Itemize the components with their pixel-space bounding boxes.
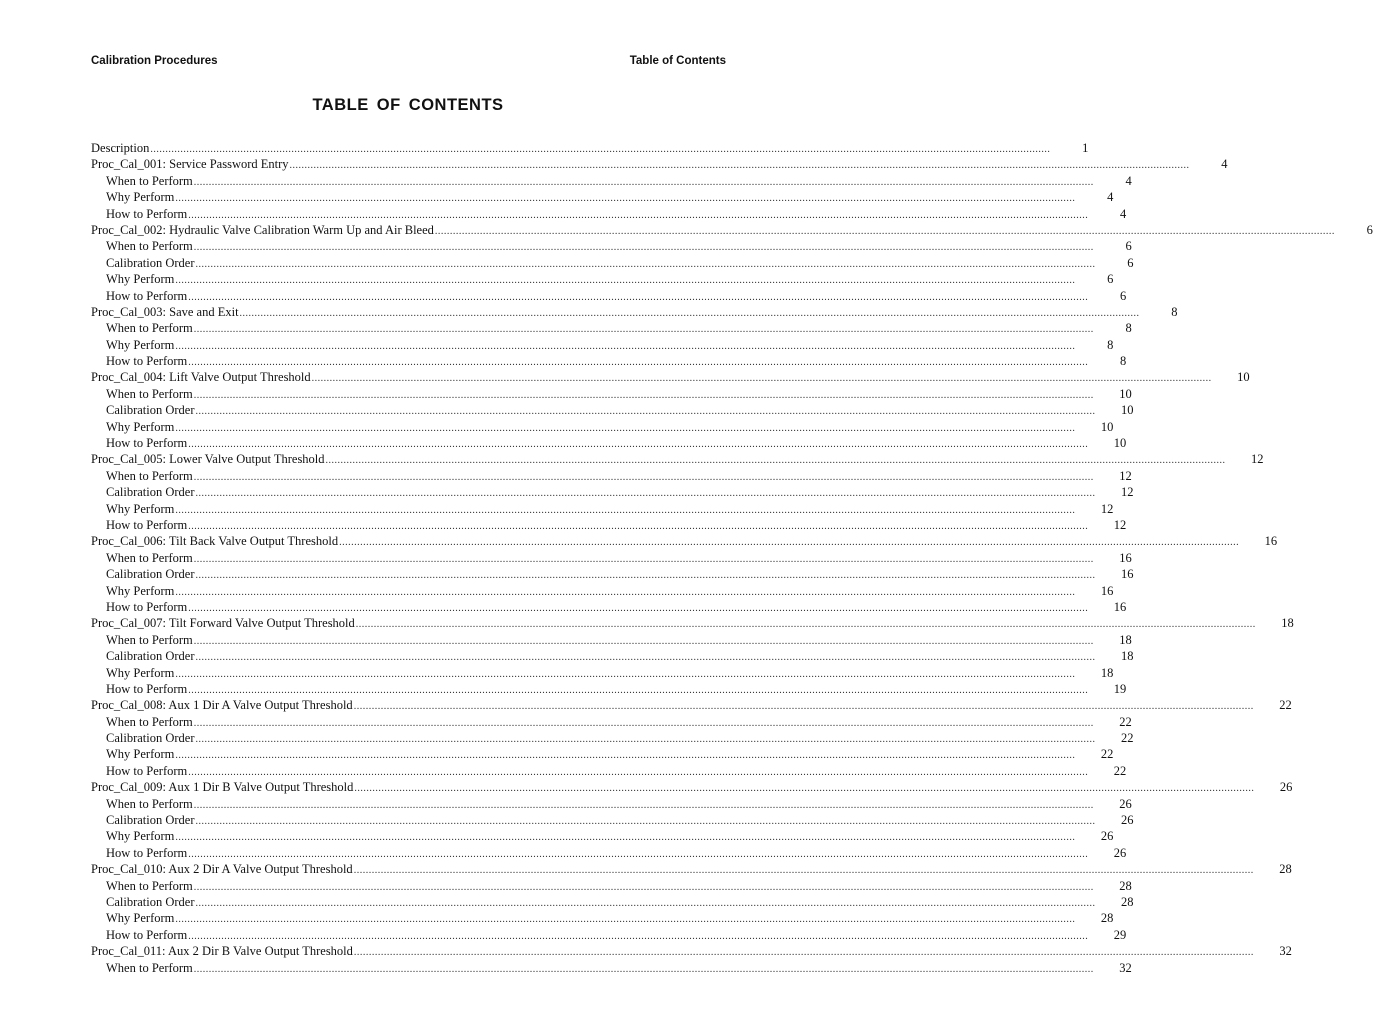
toc-entry-title: Why Perform xyxy=(106,272,175,287)
toc-entry-title: When to Perform xyxy=(106,714,193,729)
dot-leader: ............................................................................................................................................................................................................................................................................................................ xyxy=(239,307,1140,319)
toc-subentry[interactable] xyxy=(91,665,1114,681)
toc-subentry[interactable] xyxy=(91,517,1127,533)
toc-page-number: 12 xyxy=(1100,501,1114,516)
toc-subentry[interactable] xyxy=(91,599,1127,615)
dot-leader: ............................................................................................................................................................................................................................................................................................................ xyxy=(175,750,1076,762)
toc-subentry[interactable] xyxy=(91,828,1114,844)
toc-page-number: 4 xyxy=(1125,173,1132,188)
dot-leader: ............................................................................................................................................................................................................................................................................................................ xyxy=(193,176,1094,188)
toc-page-number: 6 xyxy=(1120,288,1127,303)
toc-entry-title: Why Perform xyxy=(106,583,175,598)
toc-entry[interactable] xyxy=(91,779,1293,795)
dot-leader: ............................................................................................................................................................................................................................................................................................................ xyxy=(188,291,1089,303)
toc-entry-title: Why Perform xyxy=(106,747,175,762)
toc-page-number: 12 xyxy=(1119,468,1132,483)
toc-page-number: 10 xyxy=(1119,386,1132,401)
dot-leader: ............................................................................................................................................................................................................................................................................................................ xyxy=(195,258,1096,270)
dot-leader: ............................................................................................................................................................................................................................................................................................................ xyxy=(193,553,1094,565)
toc-page-number: 8 xyxy=(1171,304,1178,319)
toc-entry-title: Calibration Order xyxy=(106,485,195,500)
toc-subentry[interactable] xyxy=(91,746,1114,762)
dot-leader: ............................................................................................................................................................................................................................................................................................................ xyxy=(195,406,1096,418)
running-header-right: Table of Contents xyxy=(629,55,726,67)
toc-subentry[interactable] xyxy=(91,173,1132,189)
toc-subentry[interactable] xyxy=(91,337,1114,353)
toc-page-number: 18 xyxy=(1100,665,1114,680)
toc-entry-title: Why Perform xyxy=(106,829,175,844)
toc-entry-title: How to Perform xyxy=(106,288,188,303)
toc-page-number: 6 xyxy=(1125,239,1132,254)
dot-leader: ............................................................................................................................................................................................................................................................................................................ xyxy=(188,848,1089,860)
toc-entry-title: Description xyxy=(91,141,150,155)
toc-page-number: 12 xyxy=(1121,485,1134,500)
toc-entry[interactable] xyxy=(91,304,1178,320)
toc-page-number: 8 xyxy=(1120,354,1127,369)
toc-entry-title: Proc_Cal_007: Tilt Forward Valve Output Threshold xyxy=(91,616,355,631)
toc-subentry[interactable] xyxy=(91,353,1127,369)
toc-entry-title: When to Perform xyxy=(106,796,193,811)
toc-subentry[interactable] xyxy=(91,583,1114,599)
toc-entry-title: When to Perform xyxy=(106,632,193,647)
toc-entry-title: Why Perform xyxy=(106,190,175,205)
dot-leader: ............................................................................................................................................................................................................................................................................................................ xyxy=(311,373,1212,385)
toc-entry[interactable] xyxy=(91,861,1292,877)
dot-leader: ............................................................................................................................................................................................................................................................................................................ xyxy=(193,881,1094,893)
toc-subentry[interactable] xyxy=(91,288,1127,304)
toc-entry-title: Why Perform xyxy=(106,665,175,680)
toc-subentry[interactable] xyxy=(91,189,1114,205)
dot-leader: ............................................................................................................................................................................................................................................................................................................ xyxy=(150,144,1051,155)
toc-entry-title: Calibration Order xyxy=(106,255,195,270)
toc-entry-title: Proc_Cal_003: Save and Exit xyxy=(91,304,239,319)
toc-subentry[interactable] xyxy=(91,927,1127,943)
page-title: TABLE OF CONTENTS xyxy=(312,96,504,114)
toc-entry-title: Why Perform xyxy=(106,419,175,434)
toc-subentry[interactable] xyxy=(91,550,1132,566)
toc-entry-title: How to Perform xyxy=(106,436,188,451)
dot-leader: ............................................................................................................................................................................................................................................................................................................ xyxy=(175,504,1076,516)
dot-leader: ............................................................................................................................................................................................................................................................................................................ xyxy=(175,422,1076,434)
toc-entry-title: Proc_Cal_005: Lower Valve Output Threshold xyxy=(91,452,325,467)
toc-page-number: 16 xyxy=(1121,567,1134,582)
toc-subentry[interactable] xyxy=(91,845,1127,861)
running-header-left: Calibration Procedures xyxy=(91,55,218,67)
toc-entry-title: Calibration Order xyxy=(106,894,195,909)
dot-leader: ............................................................................................................................................................................................................................................................................................................ xyxy=(188,766,1089,778)
toc-entry-title: Proc_Cal_008: Aux 1 Dir A Valve Output Threshold xyxy=(91,698,353,713)
dot-leader: ............................................................................................................................................................................................................................................................................................................ xyxy=(188,930,1089,942)
toc-page-number: 1 xyxy=(1082,141,1089,155)
toc-subentry[interactable] xyxy=(91,501,1114,517)
dot-leader: ............................................................................................................................................................................................................................................................................................................ xyxy=(193,389,1094,401)
toc-page-number: 22 xyxy=(1113,763,1127,778)
toc-page-number: 28 xyxy=(1119,878,1132,893)
toc-entry-title: Calibration Order xyxy=(106,567,195,582)
toc-subentry[interactable] xyxy=(91,320,1132,336)
toc-page-number: 28 xyxy=(1279,862,1292,877)
toc-entry-title: Proc_Cal_004: Lift Valve Output Threshold xyxy=(91,370,311,385)
toc-page-number: 6 xyxy=(1107,272,1114,287)
toc-page-number: 10 xyxy=(1121,403,1134,418)
toc-subentry[interactable] xyxy=(91,484,1134,500)
dot-leader: ............................................................................................................................................................................................................................................................................................................ xyxy=(188,602,1089,614)
toc-subentry[interactable] xyxy=(91,796,1132,812)
dot-leader: ............................................................................................................................................................................................................................................................................................................ xyxy=(175,914,1076,926)
dot-leader: ............................................................................................................................................................................................................................................................................................................ xyxy=(188,520,1089,532)
toc-page-number: 16 xyxy=(1113,599,1127,614)
toc-entry-title: When to Perform xyxy=(106,173,193,188)
toc-page-number: 26 xyxy=(1119,796,1132,811)
toc-entry-title: When to Perform xyxy=(106,468,193,483)
toc-page-number: 4 xyxy=(1107,190,1114,205)
dot-leader: ............................................................................................................................................................................................................................................................................................................ xyxy=(195,734,1096,746)
toc-subentry[interactable] xyxy=(91,271,1114,287)
toc-entry[interactable] xyxy=(91,697,1292,713)
toc-entry-title: When to Perform xyxy=(106,386,193,401)
dot-leader: ............................................................................................................................................................................................................................................................................................................ xyxy=(175,275,1076,287)
toc-entry-title: Proc_Cal_001: Service Password Entry xyxy=(91,157,289,172)
toc-page-number: 22 xyxy=(1100,747,1114,762)
dot-leader: ............................................................................................................................................................................................................................................................................................................ xyxy=(188,439,1089,451)
dot-leader: ............................................................................................................................................................................................................................................................................................................ xyxy=(195,897,1096,909)
toc-page-number: 18 xyxy=(1281,616,1294,631)
toc-entry-title: When to Perform xyxy=(106,239,193,254)
toc-entry-title: Calibration Order xyxy=(106,403,195,418)
dot-leader: ............................................................................................................................................................................................................................................................................................................ xyxy=(354,783,1255,795)
toc-subentry[interactable] xyxy=(91,632,1132,648)
dot-leader: ............................................................................................................................................................................................................................................................................................................ xyxy=(188,684,1089,696)
toc-subentry[interactable] xyxy=(91,402,1134,418)
toc-subentry[interactable] xyxy=(91,255,1134,271)
toc-entry-title: Proc_Cal_002: Hydraulic Valve Calibration Warm Up and Air Bleed xyxy=(91,222,434,237)
toc-page-number: 26 xyxy=(1100,829,1114,844)
toc-entry-title: When to Perform xyxy=(106,878,193,893)
dot-leader: ............................................................................................................................................................................................................................................................................................................ xyxy=(193,717,1094,729)
toc-page-number: 22 xyxy=(1279,698,1292,713)
dot-leader: ............................................................................................................................................................................................................................................................................................................ xyxy=(175,832,1076,844)
dot-leader: ............................................................................................................................................................................................................................................................................................................ xyxy=(434,225,1335,237)
dot-leader: ............................................................................................................................................................................................................................................................................................................ xyxy=(325,455,1226,467)
toc-page-number: 32 xyxy=(1279,944,1292,959)
toc-entry-title: How to Perform xyxy=(106,354,188,369)
toc-subentry[interactable] xyxy=(91,681,1127,697)
dot-leader: ............................................................................................................................................................................................................................................................................................................ xyxy=(353,701,1254,713)
toc-entry[interactable] xyxy=(91,369,1250,385)
toc-entry[interactable] xyxy=(91,533,1278,549)
toc-page-number: 10 xyxy=(1100,419,1114,434)
toc-page-number: 4 xyxy=(1221,157,1228,172)
table-of-contents xyxy=(91,140,1373,976)
toc-subentry[interactable] xyxy=(91,714,1132,730)
dot-leader: ............................................................................................................................................................................................................................................................................................................ xyxy=(195,570,1096,582)
toc-page-number: 28 xyxy=(1100,911,1114,926)
toc-entry-title: How to Perform xyxy=(106,681,188,696)
dot-leader: ............................................................................................................................................................................................................................................................................................................ xyxy=(175,586,1076,598)
toc-page-number: 16 xyxy=(1264,534,1278,549)
toc-page-number: 16 xyxy=(1100,583,1114,598)
toc-entry-title: How to Perform xyxy=(106,927,188,942)
toc-page-number: 19 xyxy=(1113,681,1127,696)
toc-subentry[interactable] xyxy=(91,812,1134,828)
toc-page-number: 10 xyxy=(1113,436,1127,451)
toc-entry[interactable] xyxy=(91,222,1373,238)
dot-leader: ............................................................................................................................................................................................................................................................................................................ xyxy=(195,816,1096,828)
dot-leader: ............................................................................................................................................................................................................................................................................................................ xyxy=(193,963,1094,975)
dot-leader: ............................................................................................................................................................................................................................................................................................................ xyxy=(193,471,1094,483)
toc-subentry[interactable] xyxy=(91,386,1132,402)
toc-page-number: 26 xyxy=(1121,813,1134,828)
dot-leader: ............................................................................................................................................................................................................................................................................................................ xyxy=(193,242,1094,254)
toc-subentry[interactable] xyxy=(91,648,1134,664)
toc-page-number: 18 xyxy=(1119,632,1132,647)
toc-entry-title: How to Perform xyxy=(106,206,188,221)
dot-leader: ............................................................................................................................................................................................................................................................................................................ xyxy=(193,799,1094,811)
toc-page-number: 12 xyxy=(1113,517,1127,532)
dot-leader: ............................................................................................................................................................................................................................................................................................................ xyxy=(355,619,1256,631)
toc-entry-title: Why Perform xyxy=(106,501,175,516)
toc-page-number: 29 xyxy=(1113,927,1127,942)
toc-subentry[interactable] xyxy=(91,960,1132,976)
dot-leader: ............................................................................................................................................................................................................................................................................................................ xyxy=(353,865,1254,877)
dot-leader: ............................................................................................................................................................................................................................................................................................................ xyxy=(188,357,1089,369)
toc-subentry[interactable] xyxy=(91,419,1114,435)
toc-entry[interactable] xyxy=(91,943,1292,959)
running-header xyxy=(91,55,726,71)
toc-subentry[interactable] xyxy=(91,730,1134,746)
toc-subentry[interactable] xyxy=(91,566,1134,582)
toc-subentry[interactable] xyxy=(91,435,1127,451)
toc-entry-title: How to Perform xyxy=(106,845,188,860)
dot-leader: ............................................................................................................................................................................................................................................................................................................ xyxy=(175,340,1076,352)
toc-page-number: 12 xyxy=(1251,452,1264,467)
toc-entry[interactable] xyxy=(91,156,1228,172)
toc-page-number: 8 xyxy=(1107,337,1114,352)
dot-leader: ............................................................................................................................................................................................................................................................................................................ xyxy=(289,160,1190,172)
toc-page-number: 10 xyxy=(1237,370,1250,385)
toc-entry[interactable] xyxy=(91,140,1089,156)
toc-entry-title: Calibration Order xyxy=(106,649,195,664)
toc-entry-title: Why Perform xyxy=(106,911,175,926)
dot-leader: ............................................................................................................................................................................................................................................................................................................ xyxy=(195,488,1096,500)
toc-subentry[interactable] xyxy=(91,468,1132,484)
toc-subentry[interactable] xyxy=(91,878,1132,894)
toc-entry-title: Proc_Cal_011: Aux 2 Dir B Valve Output Threshold xyxy=(91,944,353,959)
toc-page-number: 22 xyxy=(1121,731,1134,746)
toc-subentry[interactable] xyxy=(91,910,1114,926)
toc-entry-title: Why Perform xyxy=(106,337,175,352)
dot-leader: ............................................................................................................................................................................................................................................................................................................ xyxy=(188,209,1089,221)
dot-leader: ............................................................................................................................................................................................................................................................................................................ xyxy=(175,193,1076,205)
toc-subentry[interactable] xyxy=(91,894,1134,910)
toc-entry-title: Proc_Cal_010: Aux 2 Dir A Valve Output Threshold xyxy=(91,862,353,877)
dot-leader: ............................................................................................................................................................................................................................................................................................................ xyxy=(339,537,1240,549)
dot-leader: ............................................................................................................................................................................................................................................................................................................ xyxy=(175,668,1076,680)
toc-page-number: 16 xyxy=(1119,550,1132,565)
toc-page-number: 32 xyxy=(1119,960,1132,975)
toc-page-number: 6 xyxy=(1366,222,1373,237)
toc-page-number: 28 xyxy=(1121,894,1134,909)
toc-entry-title: Calibration Order xyxy=(106,731,195,746)
toc-entry-title: Proc_Cal_006: Tilt Back Valve Output Threshold xyxy=(91,534,339,549)
dot-leader: ............................................................................................................................................................................................................................................................................................................ xyxy=(353,947,1254,959)
toc-entry-title: How to Perform xyxy=(106,517,188,532)
toc-entry-title: How to Perform xyxy=(106,599,188,614)
toc-entry-title: Proc_Cal_009: Aux 1 Dir B Valve Output Threshold xyxy=(91,780,354,795)
toc-subentry[interactable] xyxy=(91,206,1127,222)
toc-subentry[interactable] xyxy=(91,763,1127,779)
toc-page-number: 26 xyxy=(1113,845,1127,860)
toc-page-number: 18 xyxy=(1121,649,1134,664)
toc-page-number: 6 xyxy=(1127,255,1134,270)
toc-entry[interactable] xyxy=(91,615,1294,631)
toc-page-number: 26 xyxy=(1279,780,1293,795)
dot-leader: ............................................................................................................................................................................................................................................................................................................ xyxy=(193,635,1094,647)
toc-page-number: 22 xyxy=(1119,714,1132,729)
toc-entry-title: Calibration Order xyxy=(106,813,195,828)
toc-entry-title: How to Perform xyxy=(106,763,188,778)
dot-leader: ............................................................................................................................................................................................................................................................................................................ xyxy=(195,652,1096,664)
toc-page-number: 4 xyxy=(1120,206,1127,221)
toc-entry-title: When to Perform xyxy=(106,550,193,565)
toc-entry-title: When to Perform xyxy=(106,321,193,336)
toc-entry-title: When to Perform xyxy=(106,960,193,975)
toc-page-number: 8 xyxy=(1125,321,1132,336)
dot-leader: ............................................................................................................................................................................................................................................................................................................ xyxy=(193,324,1094,336)
toc-entry[interactable] xyxy=(91,451,1264,467)
toc-subentry[interactable] xyxy=(91,238,1132,254)
